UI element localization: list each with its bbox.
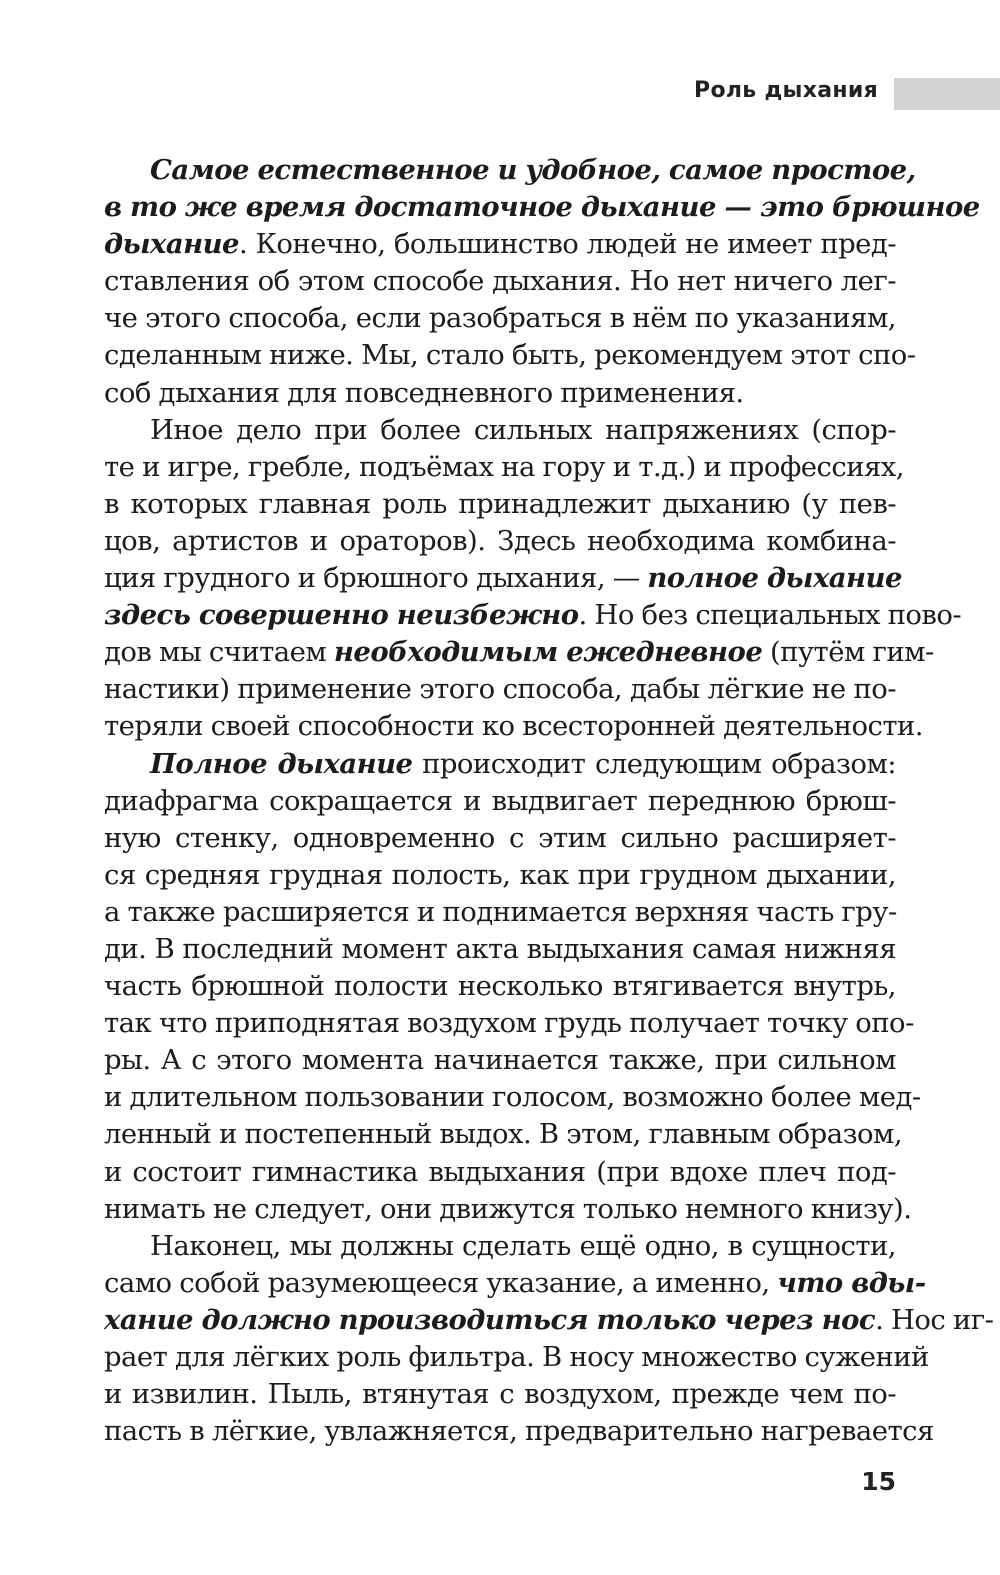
text-segment: дов мы считаем (104, 636, 334, 669)
text-line (104, 375, 896, 412)
text-segment: настики) применение этого способа, дабы лёгкие не по- (104, 673, 896, 706)
emphasis-text: в то же время достаточное дыхание — это брюшное (104, 191, 980, 224)
text-line (104, 634, 934, 671)
text-segment: часть брюшной полости несколько втягивается внутрь, (104, 970, 896, 1003)
text-segment: и длительном пользовании голосом, возможно более мед- (104, 1081, 921, 1114)
text-line (104, 1005, 914, 1042)
text-line (104, 1079, 921, 1116)
emphasis-text: что вды- (777, 1266, 926, 1299)
emphasis-text: Самое естественное и удобное, самое простое, (150, 154, 916, 186)
text-line (104, 300, 896, 337)
text-segment: ставления об этом способе дыхания. Но нет ничего лег- (104, 265, 896, 298)
text-segment: . Конечно, большинство людей не имеет пред- (239, 228, 896, 261)
text-segment: и состоит гимнастика выдыхания (при вдохе плеч под- (104, 1155, 896, 1188)
text-segment: нимать не следует, они движутся только немного книзу). (104, 1192, 912, 1225)
page-number: 15 (861, 1467, 896, 1496)
emphasis-text: здесь совершенно неизбежно (104, 599, 579, 632)
text-line (104, 671, 896, 708)
text-line (104, 746, 896, 783)
text-segment: ция грудного и брюшного дыхания, — (104, 562, 648, 595)
text-line (104, 1154, 896, 1191)
text-line (104, 1339, 929, 1376)
text-line (104, 1413, 934, 1450)
text-line (104, 820, 896, 857)
text-line (104, 708, 923, 745)
text-line (104, 931, 896, 968)
text-line (104, 1116, 903, 1153)
text-segment: рает для лёгких роль фильтра. В носу множество сужений (104, 1341, 929, 1373)
text-line (104, 449, 904, 486)
text-segment: ленный и постепенный выдох. В этом, главным образом, (104, 1118, 903, 1151)
emphasis-text: полное дыхание (647, 562, 902, 595)
text-segment: Иное дело при более сильных напряжениях (спор- (150, 413, 896, 446)
text-segment: . Нос иг- (875, 1303, 994, 1336)
text-line (104, 226, 896, 263)
text-segment: происходит следующим образом: (412, 747, 896, 780)
text-line (104, 894, 896, 931)
running-head-title: Роль дыхания (694, 78, 878, 103)
text-line (104, 783, 896, 820)
text-line (104, 337, 916, 374)
text-segment: ную стенку, одновременно с этим сильно расширяет- (104, 821, 896, 854)
text-segment: . Но без специальных пово- (578, 599, 962, 632)
text-segment: так что приподнятая воздухом грудь получает точку опо- (104, 1007, 914, 1040)
text-segment: и извилин. Пыль, втянутая с воздухом, прежде чем по- (104, 1378, 896, 1411)
text-line (104, 968, 896, 1005)
text-line (104, 523, 896, 560)
text-line (104, 1191, 912, 1228)
text-segment: ся средняя грудная полость, как при грудном дыхании, (104, 858, 896, 891)
text-segment: сделанным ниже. Мы, стало быть, рекомендуем этот спо- (104, 339, 916, 372)
emphasis-text: Полное дыхание (150, 747, 413, 780)
text-segment: пасть в лёгкие, увлажняется, предварительно нагревается (104, 1415, 934, 1448)
text-line (104, 263, 896, 300)
text-line (104, 1376, 896, 1413)
text-segment: че этого способа, если разобраться в нём по указаниям, (104, 302, 896, 335)
text-segment: соб дыхания для повседневного применения. (104, 376, 744, 409)
text-line (104, 1265, 926, 1302)
text-line (104, 412, 896, 449)
text-line (104, 857, 896, 894)
text-line (104, 152, 916, 189)
text-segment: теряли своей способности ко всесторонней деятельности. (104, 710, 923, 743)
emphasis-text: хание должно производиться только через нос (104, 1303, 876, 1336)
text-segment: (путём гим- (762, 636, 934, 669)
text-segment: диафрагма сокращается и выдвигает переднюю брюш- (104, 784, 896, 817)
body-text (104, 152, 994, 1450)
emphasis-text: дыхание (104, 228, 240, 261)
text-segment: само собой разумеющееся указание, а именно, (104, 1266, 778, 1299)
text-segment: в которых главная роль принадлежит дыханию (у пев- (104, 487, 896, 520)
text-segment: Наконец, мы должны сделать ещё одно, в сущности, (150, 1229, 896, 1262)
text-line (104, 1228, 896, 1265)
text-segment: те и игре, гребле, подъёмах на гору и т.д.) и профессиях, (104, 450, 904, 483)
text-line (104, 1042, 896, 1079)
running-head-bar (894, 78, 1000, 110)
text-line (104, 597, 962, 634)
text-segment: ры. А с этого момента начинается также, при сильном (104, 1044, 896, 1077)
text-line (104, 486, 896, 523)
text-segment: ди. В последний момент акта выдыхания самая нижняя (104, 932, 896, 965)
text-line (104, 189, 980, 226)
text-segment: а также расширяется и поднимается верхняя часть гру- (104, 895, 897, 928)
text-segment: цов, артистов и ораторов). Здесь необходима комбина- (104, 524, 896, 557)
emphasis-text: необходимым ежедневное (333, 636, 763, 669)
text-line (104, 560, 902, 597)
text-line (104, 1302, 994, 1339)
